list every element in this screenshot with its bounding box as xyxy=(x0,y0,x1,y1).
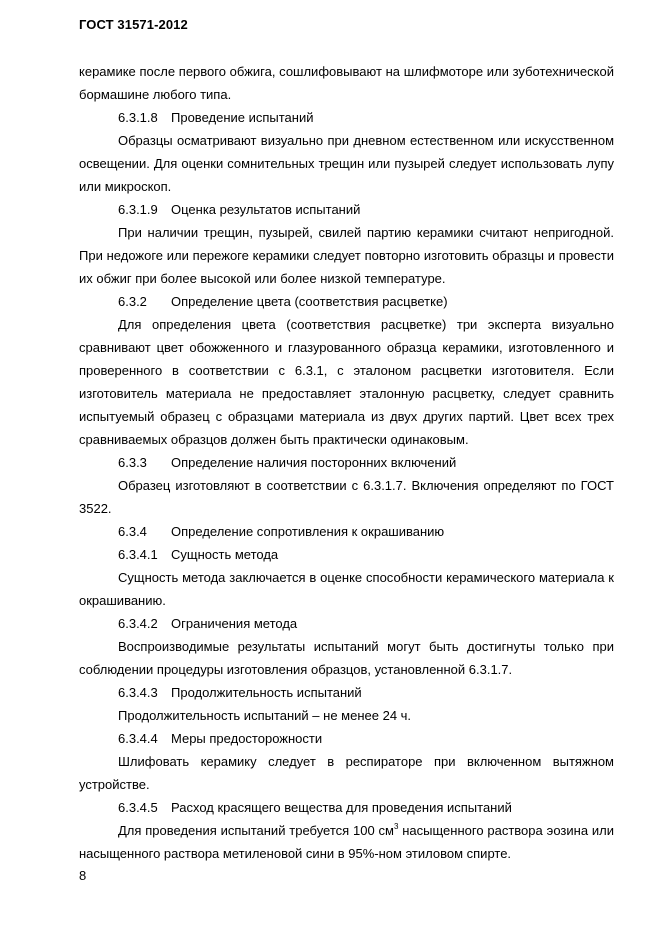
section-number: 6.3.4.1 xyxy=(118,547,158,562)
section-number: 6.3.4.3 xyxy=(118,685,158,700)
section-title: Определение цвета (соответствия расцветке) xyxy=(171,294,448,309)
section-number: 6.3.4.4 xyxy=(118,731,158,746)
paragraph-with-superscript xyxy=(79,819,614,865)
paragraph-continuation: керамике после первого обжига, сошлифовывают на шлифмоторе или зуботехнической бормашине любого типа. xyxy=(79,64,614,102)
section-number: 6.3.4 xyxy=(118,524,147,539)
paragraph: Продолжительность испытаний – не менее 24 ч. xyxy=(118,708,412,723)
paragraph: Воспроизводимые результаты испытаний могут быть достигнуты только при соблюдении процедуры изготовления образцов, установленной 6.3.1.7. xyxy=(79,639,614,677)
section-heading-6-3-4-1 xyxy=(79,543,614,566)
paragraph: Образец изготовляют в соответствии с 6.3.1.7. Включения определяют по ГОСТ 3522. xyxy=(79,478,614,516)
section-number: 6.3.4.2 xyxy=(118,616,158,631)
section-heading-6-3-4 xyxy=(79,520,614,543)
paragraph: Сущность метода заключается в оценке способности керамического материала к окрашиванию. xyxy=(79,570,614,608)
paragraph: Для определения цвета (соответствия расцветке) три эксперта визуально сравнивают цвет обожженного и глазурованного образца керамики, изготовленного и проверенного в соответствии с 6.3.1, с эталоном расцветки изготовителя. Если изготовитель материала не предоставляет эталонную расцветку, следует сравнить испытуемый образец с образцами материала из двух других партий. Цвет всех трех сравниваемых образцов должен быть практически одинаковым. xyxy=(79,317,614,447)
section-title: Проведение испытаний xyxy=(171,110,314,125)
paragraph: Шлифовать керамику следует в респираторе при включенном вытяжном устройстве. xyxy=(79,754,614,792)
section-number: 6.3.1.9 xyxy=(118,202,158,217)
section-number: 6.3.2 xyxy=(118,294,147,309)
section-title: Оценка результатов испытаний xyxy=(171,202,361,217)
superscript-unit: 3 xyxy=(393,821,399,831)
document-body xyxy=(79,60,614,865)
document-code-header: ГОСТ 31571-2012 xyxy=(79,17,188,32)
section-title: Ограничения метода xyxy=(171,616,298,631)
section-title: Определение наличия посторонних включений xyxy=(171,455,457,470)
section-heading-6-3-4-2 xyxy=(79,612,614,635)
section-title: Сущность метода xyxy=(171,547,279,562)
section-title: Расход красящего вещества для проведения испытаний xyxy=(171,800,512,815)
paragraph: Образцы осматривают визуально при дневном естественном или искусственном освещении. Для оценки сомнительных трещин или пузырей следует использовать лупу или микроскоп. xyxy=(79,133,614,194)
section-number: 6.3.3 xyxy=(118,455,147,470)
section-number: 6.3.4.5 xyxy=(118,800,158,815)
text-after-superscript: насыщенного раствора эозина или насыщенного раствора метиленовой сини в 95%-ном этиловом спирте. xyxy=(79,823,614,861)
section-number: 6.3.1.8 xyxy=(118,110,158,125)
section-heading-6-3-1-8 xyxy=(79,106,614,129)
section-heading-6-3-1-9 xyxy=(79,198,614,221)
section-heading-6-3-4-3 xyxy=(79,681,614,704)
text-before-superscript: Для проведения испытаний требуется 100 см xyxy=(118,823,394,838)
section-title: Определение сопротивления к окрашиванию xyxy=(171,524,445,539)
section-title: Меры предосторожности xyxy=(171,731,323,746)
section-heading-6-3-2 xyxy=(79,290,614,313)
section-heading-6-3-4-5 xyxy=(79,796,614,819)
section-heading-6-3-3 xyxy=(79,451,614,474)
section-title: Продолжительность испытаний xyxy=(171,685,362,700)
page-number: 8 xyxy=(79,868,87,883)
paragraph: При наличии трещин, пузырей, свилей партию керамики считают непригодной. При недожоге или пережоге керамики следует повторно изготовить образцы и провести их обжиг при более высокой или более низкой температуре. xyxy=(79,225,614,286)
section-heading-6-3-4-4 xyxy=(79,727,614,750)
